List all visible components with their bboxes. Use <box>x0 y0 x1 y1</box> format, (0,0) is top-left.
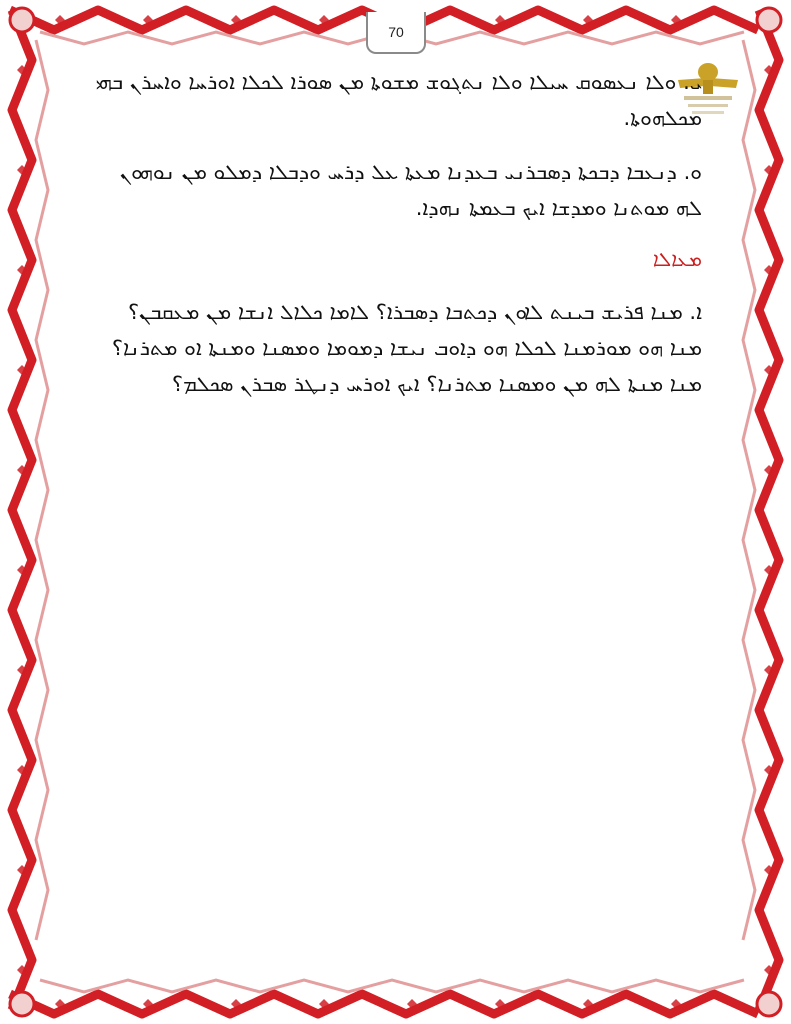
paragraph-1: ܝ. ܘܠܐ ܢܥܣܘܩ ܚܝܠܐ ܘܠܐ ܢܬܓܘܫ ܡܫܘܬܐ ܡܢ ܣܘܪܐ ܠܟܠܐ ܐܘܪܚܐ ܘܐܚܪܢ ܒܗܝ ܡܟܠܗܘܬܐ. <box>95 70 702 130</box>
page-number-tab <box>366 12 426 54</box>
main-content <box>90 64 702 420</box>
questions-paragraph: ܐ. ܡܢܐ ܦܪܝܫ ܒܝܢܬ ܠܐܘܢ ܕܟܬܒܐ ܕܣܒܪܐ؟ ܠܐܡܐ ܟܠܐܠ ܐܢܫܐ ܡܢ ܡܥܩܒܢ؟ ܡܢܐ ܗܘ ܡܘܪܡܢܐ ܠܟܠܐ ܗܘ ܕܐܘܒ ܢܝܫܐ ܕܡܘܡܐ ܘܡܣܢܐ ܘܡܢܬܐ ܐܘ ܡܬܪܢܐ؟ ܡܢܐ ܡܢܬܐ ܠܗ ܡܢ ܘܡܣܢܐ ܡܬܪܢܐ؟ ܐܝܟ ܐܘܪܚ ܕܢܛܪ ܣܒܪܢ ܣܟܠܡ؟ <box>111 300 702 396</box>
paragraph-2: ܘ. ܕܢܥܒܐ ܕܒܟܬܐ ܕܣܒܪܢܝ ܒܥܕܢܐ ܡܥܬܐ ܥܠ ܕܪܚ ܘܕܒܠܐ ܕܡܠܘ ܡܢ ܢܘܗܘܢ ܠܗ ܡܘܬܢܐ ܘܡܕܫܐ ܐܝܟ ܒܥܡܬܐ ܢܗܕܐ. <box>119 160 702 220</box>
page-number: 70 <box>388 24 404 40</box>
section-heading: ܡܥܐܠܐ <box>652 247 702 271</box>
